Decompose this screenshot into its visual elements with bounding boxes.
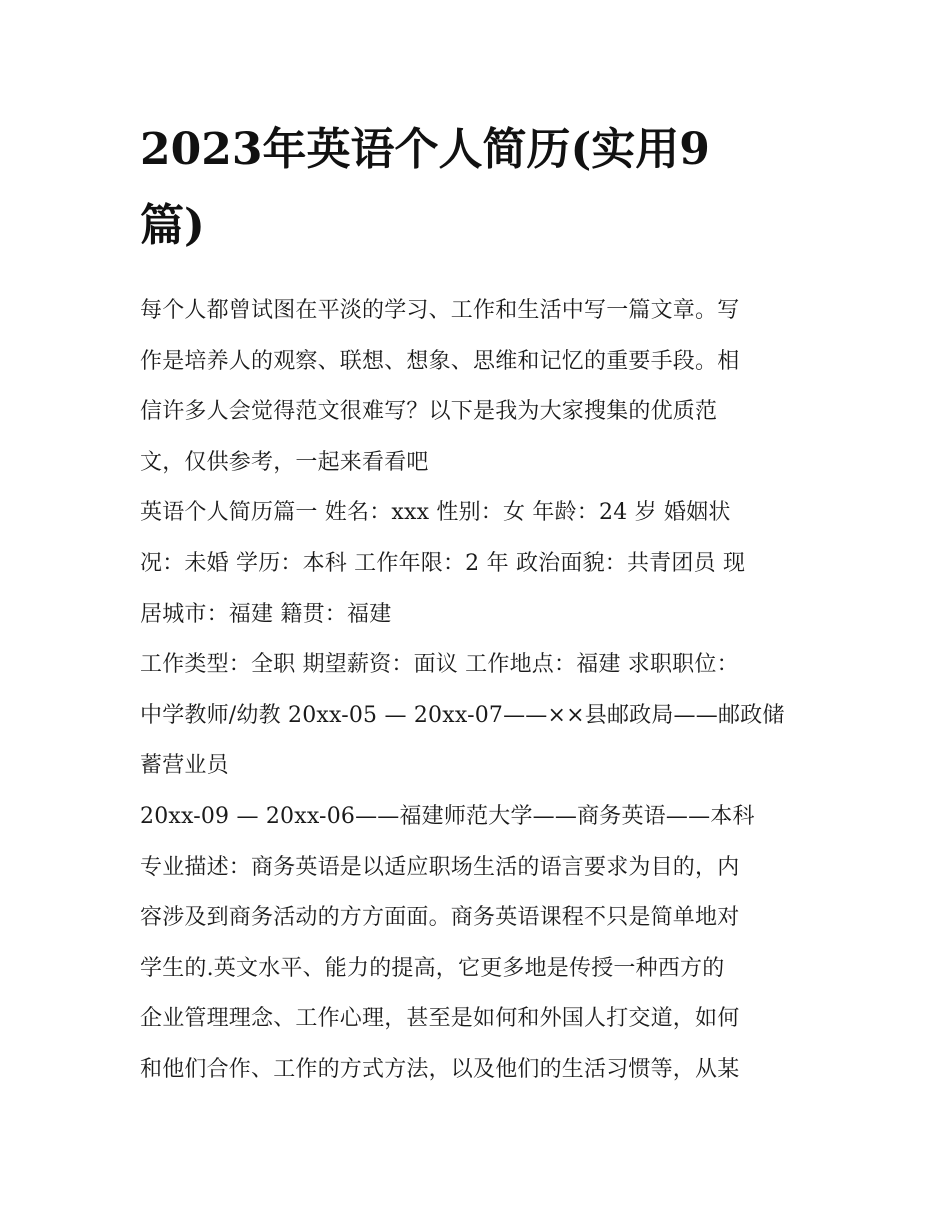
text-line: 作是培养人的观察、联想、想象、思维和记忆的重要手段。相: [140, 348, 740, 374]
text-line: 况：未婚 学历：本科 工作年限：2 年 政治面貌：共青团员 现: [140, 550, 746, 576]
text-line: 专业描述：商务英语是以适应职场生活的语言要求为目的，内: [140, 854, 740, 880]
text-line: 企业管理理念、工作心理，甚至是如何和外国人打交道，如何: [140, 1006, 740, 1032]
text-line: 蓄营业员: [140, 753, 229, 779]
text-line: 20xx-09 — 20xx-06——福建师范大学——商务英语——本科: [140, 803, 755, 829]
text-line: 居城市：福建 籍贯：福建: [140, 601, 392, 627]
text-line: 中学教师/幼教 20xx-05 — 20xx-07——××县邮政局——邮政储: [140, 702, 785, 728]
text-line: 学生的.英文水平、能力的提高，它更多地是传授一种西方的: [140, 955, 725, 981]
personal-info-paragraph: [140, 488, 812, 640]
job-info-paragraph: [140, 640, 812, 792]
text-line: 文，仅供参考，一起来看看吧: [140, 449, 429, 475]
text-line: 和他们合作、工作的方式方法，以及他们的生活习惯等，从某: [140, 1056, 740, 1082]
text-line: 工作类型：全职 期望薪资：面议 工作地点：福建 求职职位：: [140, 652, 739, 678]
text-line: 英语个人简历篇一 姓名：xxx 性别：女 年龄：24 岁 婚姻状: [140, 500, 731, 526]
intro-paragraph: [140, 286, 812, 488]
major-description-paragraph: [140, 843, 812, 1096]
title-line: 篇): [140, 200, 205, 251]
title-line: 2023年英语个人简历(实用9: [140, 124, 710, 175]
document-title: [140, 112, 812, 264]
education-paragraph: [140, 792, 812, 843]
text-line: 信许多人会觉得范文很难写？以下是我为大家搜集的优质范: [140, 399, 718, 425]
document-page: [140, 112, 812, 1096]
text-line: 每个人都曾试图在平淡的学习、工作和生活中写一篇文章。写: [140, 298, 740, 323]
text-line: 容涉及到商务活动的方方面面。商务英语课程不只是简单地对: [140, 905, 740, 931]
